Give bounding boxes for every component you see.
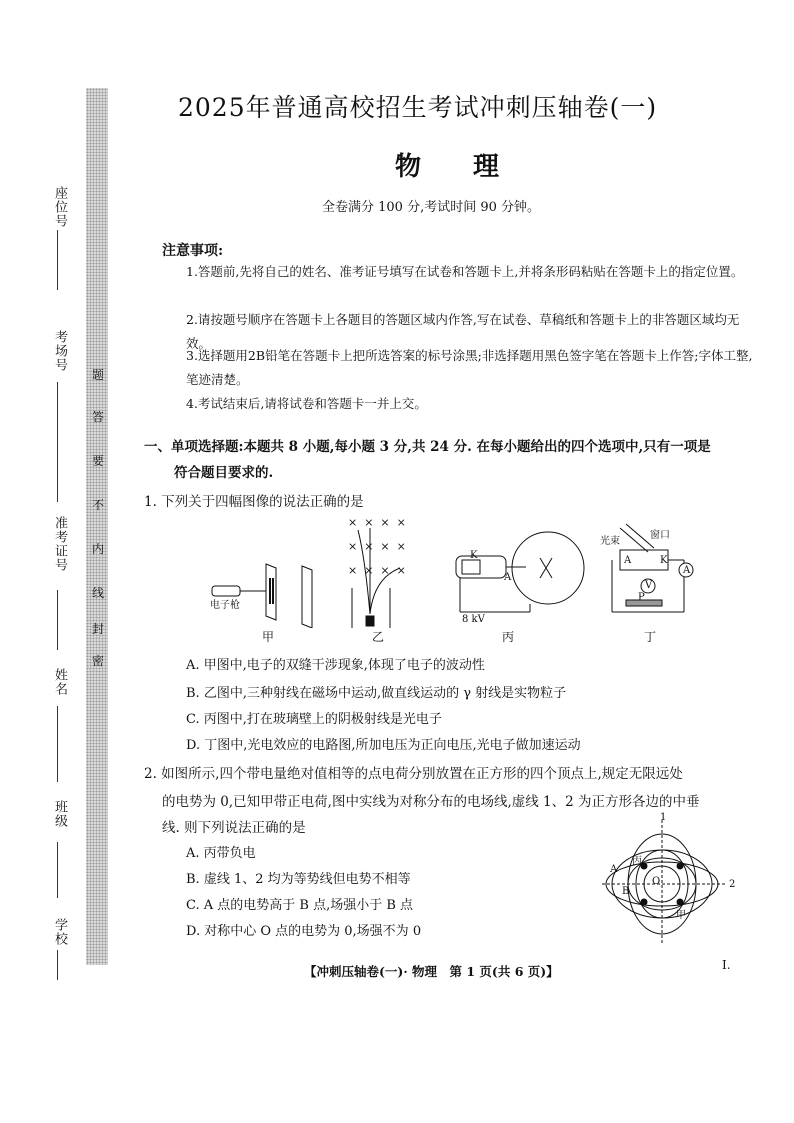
label-ammeter: A — [683, 565, 691, 576]
question-2-stem-line: 2. 如图所示,四个带电量绝对值相等的点电荷分别放置在正方形的四个顶点上,规定无限远处 — [144, 766, 683, 782]
seal-char: 线 — [92, 586, 105, 600]
question-1-option: D. 丁图中,光电效应的电路图,所加电压为正向电压,光电子做加速运动 — [186, 738, 581, 753]
name-label: 姓名 — [52, 668, 67, 696]
caption-jia: 甲 — [262, 630, 275, 644]
notice-item: 4.考试结束后,请将试卷和答题卡一并上交。 — [186, 396, 427, 411]
caption-ding: 丁 — [644, 630, 657, 644]
question-2-option: A. 丙带负电 — [186, 846, 256, 861]
exam-title: 2025年普通高校招生考试冲刺压轴卷(一) — [178, 93, 658, 122]
svg-text:× × × ×: × × × × — [348, 516, 406, 529]
seal-char: 答 — [92, 410, 105, 424]
name-line — [57, 706, 58, 782]
seat-number-line — [57, 230, 58, 290]
label-8kv: 8 kV — [462, 614, 485, 625]
exam-room-label: 考场号 — [52, 330, 67, 372]
caption-bing: 丙 — [502, 630, 515, 644]
page-mark: I. — [722, 958, 731, 972]
notice-heading: 注意事项: — [162, 243, 224, 259]
score-info: 全卷满分 100 分,考试时间 90 分钟。 — [322, 200, 541, 215]
question-1-option: A. 甲图中,电子的双缝干涉现象,体现了电子的波动性 — [186, 658, 485, 673]
svg-text:× × × ×: × × × × — [348, 540, 406, 553]
section-line: 一、单项选择题:本题共 8 小题,每小题 3 分,共 24 分. 在每小题给出的四个选项中,只有一项是 — [144, 439, 711, 455]
admission-number-label: 准考证号 — [52, 516, 67, 572]
label-point-b: B — [622, 886, 630, 897]
seal-char: 封 — [92, 622, 105, 636]
figure-yi — [348, 516, 406, 628]
figure-bing — [456, 532, 584, 612]
question-2-option: D. 对称中心 O 点的电势为 0,场强不为 0 — [186, 924, 422, 939]
label-a: A — [504, 572, 512, 583]
label-point-a: A — [610, 864, 618, 875]
school-label: 学校 — [52, 918, 67, 946]
class-label: 班级 — [52, 800, 67, 828]
seal-char: 要 — [92, 454, 105, 468]
label-line-2: 2 — [729, 879, 736, 890]
question-1-figures — [200, 508, 700, 628]
label-bing: 丙 — [632, 856, 642, 867]
page-footer: 【冲刺压轴卷(一)· 物理 第 1 页(共 6 页)】 — [304, 964, 559, 979]
label-d-a: A — [624, 555, 632, 566]
notice-item: 1.答题前,先将自己的姓名、准考证号填写在试卷和答题卡上,并将条形码粘贴在答题卡上的指定位置。 — [186, 264, 744, 279]
question-1-option: B. 乙图中,三种射线在磁场中运动,做直线运动的 γ 射线是实物粒子 — [186, 686, 567, 701]
question-2-option: C. A 点的电势高于 B 点,场强小于 B 点 — [186, 898, 414, 913]
section-heading — [144, 434, 754, 486]
seal-char: 密 — [92, 654, 105, 668]
seal-char: 内 — [92, 542, 105, 556]
question-1-option: C. 丙图中,打在玻璃壁上的阴极射线是光电子 — [186, 712, 442, 727]
svg-text:× × × ×: × × × × — [348, 564, 406, 577]
notice-item: 3.选择题用2B铅笔在答题卡上把所选答案的标号涂黑;非选择题用黑色签字笔在答题卡上作答;字体工整,笔迹清楚。 — [186, 348, 753, 387]
school-line — [57, 950, 58, 980]
label-electron-gun: 电子枪 — [210, 600, 240, 611]
question-2-field-diagram — [598, 816, 738, 948]
label-window: 窗口 — [650, 530, 670, 541]
label-voltmeter: V — [645, 580, 653, 591]
label-k: K — [470, 550, 478, 561]
label-p: P — [638, 592, 645, 603]
class-line — [57, 842, 58, 898]
subject-title: 物理 — [395, 152, 552, 182]
label-point-o: O — [652, 876, 661, 887]
caption-yi: 乙 — [372, 630, 385, 644]
notice-item: 2.请按题号顺序在答题卡上各题目的答题区域内作答,写在试卷、草稿纸和答题卡上的非答题区域均无效。 — [186, 312, 740, 351]
label-line-1: 1 — [660, 812, 667, 823]
seal-char: 题 — [92, 368, 105, 382]
question-1-stem: 1. 下列关于四幅图像的说法正确的是 — [144, 494, 364, 510]
section-line: 符合题目要求的. — [174, 465, 274, 481]
exam-room-line — [57, 382, 58, 502]
question-2-option: B. 虚线 1、2 均为等势线但电势不相等 — [186, 872, 411, 887]
label-d-k: K — [660, 555, 668, 566]
seal-char: 不 — [92, 498, 105, 512]
seat-number-label: 座位号 — [52, 186, 67, 228]
label-jia: 甲 — [676, 910, 686, 921]
binding-strip — [86, 88, 108, 965]
admission-number-line — [57, 590, 58, 650]
question-2-stem-line: 线. 则下列说法正确的是 — [162, 820, 306, 836]
question-2-stem-line: 的电势为 0,已知甲带正电荷,图中实线为对称分布的电场线,虚线 1、2 为正方形各边的中垂 — [162, 794, 700, 810]
label-beam: 光束 — [600, 536, 620, 547]
